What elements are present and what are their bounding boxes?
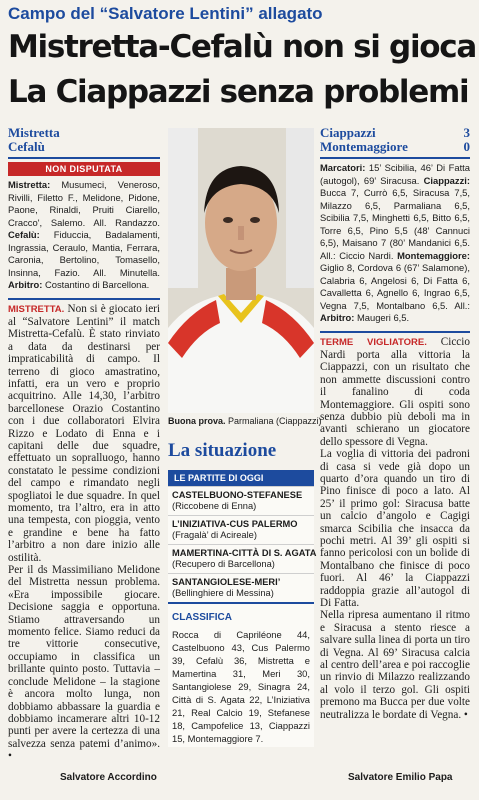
lineup-home: Musumeci, Veneroso, Rivilli, Filetto F., Melidone, Pidone, Paone, Rinaldi, Pruiti Ciarello, Cracco', Salemo. All. Randazzo.: [8, 179, 160, 228]
match-item: [168, 515, 314, 544]
match-referee: (Riccobene di Enna): [172, 501, 257, 511]
kicker: Campo del “Salvatore Lentini” allagato: [8, 4, 323, 23]
referee: Costantino di Barcellona.: [42, 279, 150, 290]
lead-word: TERME VIGLIATORE.: [320, 336, 427, 348]
standings-title: CLASSIFICA: [168, 602, 314, 626]
match-item: [168, 486, 314, 515]
match-item: [168, 573, 314, 602]
left-article: [8, 126, 160, 763]
lineup-home-label: Ciappazzi:: [423, 174, 470, 186]
lineup-home-label: Mistretta:: [8, 179, 51, 190]
headline-line-2: La Ciappazzi senza problemi: [8, 74, 469, 110]
score-row-away: [320, 140, 470, 154]
player-photo: [168, 128, 314, 413]
away-score: 0: [463, 139, 470, 154]
lineups: [8, 179, 160, 292]
photo-caption: [168, 416, 322, 426]
status-badge: NON DISPUTATA: [8, 162, 160, 176]
referee: Maugeri 6,5.: [354, 312, 410, 323]
article-paragraph: La voglia di vittoria dei padroni di casa si vede già dopo un quarto d’ora quando un tiro di Pino finisce di poco a lato. Al 25’ il primo gol: Siracusa batte un calcio d’angolo e Cagigi smarca Scibilia che insacca da pochi metri. Al 39’ gli ospiti si fanno pericolosi con un bolide di Montalbano che finisce di poco fuori. Al 46’ la Ciappazzi raddoppia grazie all’autogol di Di Fatta.: [320, 448, 470, 610]
right-article: [320, 126, 470, 721]
referee-label: Arbitro:: [8, 279, 43, 290]
divider: [8, 157, 160, 159]
situation-title: La situazione: [168, 440, 277, 461]
situation-box: [168, 470, 317, 747]
lineup-away-label: Montemaggiore:: [397, 249, 470, 261]
lineup-away: Giglio 8, Cordova 6 (67’ Salamone), Calabria 6, Angelosi 6, Di Fatta 6, Cavalletta 6, Agnello 6, Ingrao 6,5, Vegna 7,5, Montalbano 6,5. All.:: [320, 262, 470, 311]
match-referee: (Bellinghiere di Messina): [172, 588, 274, 598]
match-teams: MAMERTINA-CITTÀ DI S. AGATA: [168, 544, 314, 558]
caption-bold: Buona prova.: [168, 416, 226, 426]
match-referee: (Recupero di Barcellona): [172, 559, 275, 569]
headline-line-1: Mistretta-Cefalù non si gioca: [8, 29, 476, 65]
score-row-home: [320, 126, 470, 140]
lineup-away: Fiduccia, Badalamenti, Ingrassia, Ceraulo, Mantia, Ferrara, Caronia, Bertolino, Tomasello, Insinna, Fazio. All. Minutella.: [8, 229, 160, 278]
away-team: Montemaggiore: [320, 139, 408, 154]
home-score: 3: [463, 125, 470, 140]
match-referee: (Fragalà’ di Acireale): [172, 530, 257, 540]
caption-text: Parmaliana (Ciappazzi): [225, 416, 322, 426]
lineups: [320, 162, 470, 325]
divider: [320, 331, 470, 333]
scorers: 15’ Scibilia, 46’ Di Fatta (autogol), 69’ Siracusa.: [320, 162, 470, 186]
match-teams: SANTANGIOLESE-MERI’: [168, 573, 314, 587]
lead-word: MISTRETTA.: [8, 303, 65, 315]
lineup-away-label: Cefalù:: [8, 229, 40, 240]
standings: Rocca di Capriléone 44, Castelbuono 43, Cus Palermo 39, Cefalù 36, Mistretta e Mamertina 31, Meri 30, Santangiolese 29, Sinagra 24, Città di S. Agata 22, L’Iniziativa 21, Real Calcio 19, Stefanese 18, Campofelice 13, Ciappazzi 15, Montemaggiore 7.: [172, 629, 310, 744]
divider: [320, 157, 470, 159]
article-paragraph: Ciccio Nardi porta alla vittoria la Ciappazzi, con un risultato che non ammette discussioni contro il fanalino di coda Montemaggiore. Gli ospiti sono senza dubbio più deboli ma in avanti schierano un giocatore dello spessore di Vegna.: [320, 335, 470, 448]
referee-label: Arbitro:: [320, 312, 355, 323]
divider: [8, 298, 160, 300]
article-paragraph: Nella ripresa aumentano il ritmo e Siracusa a stento riesce a salvare sulla linea di porta un tiro di Vegna. Al 69’ Siracusa calcia al centro dell’area e poi raccoglie un rinvio di Milazzo realizzando al volo il terzo gol. Gli ospiti premono ma Bucca per due volte neutralizza le bordate di Vegna. •: [320, 609, 470, 721]
away-team: Cefalù: [8, 139, 45, 154]
match-teams: L’INIZIATIVA-CUS PALERMO: [168, 515, 314, 529]
home-team: Ciappazzi: [320, 125, 376, 140]
lineup-home: Bucca 7, Currò 6,5, Siracusa 7,5, Milazzo 6,5, Parmaliana 6,5, Scibilia 7,5, Minghetti 6,5, Bitto 6,5, Torre 6,5, Pino 5,5 (48’ Cannuci 6,5), Maisano 7 (80’ Mandanici 6,5. All.: Ciccio Nardi.: [320, 187, 470, 261]
scorers-label: Marcatori:: [320, 162, 366, 173]
byline: Salvatore Emilio Papa: [348, 772, 453, 783]
player-portrait-illustration: [168, 128, 314, 413]
article-body: [320, 336, 470, 722]
article-paragraph: Non si è giocato ieri al “Salvatore Lentini” il match Mistretta-Cefalù. È stato rinviato a data da destinarsi per impraticabilità di campo. Il terreno di gioco amastratino, infatti, era un vero e proprio acquitrino. Alle 14,30, l’arbitro barcellonese Orazio Costantino con i due collaboratori Elvira Rizzo e Lodato di Enna e i capitani delle due squadre, effettuato un sopralluogo, hanno constatato le pessime condizioni del campo e rimandato negli spogliatoi le due squadre. In quel momento, tra l’altro, era in atto una tempesta, con pioggia, vento e grandine e bene ha fatto l’arbitro a non dare inizio alle ostilità.: [8, 302, 160, 564]
home-team: Mistretta: [8, 125, 60, 140]
article-paragraph: Per il ds Massimiliano Melidone del Mistretta nessun problema. «Era impossibile giocare. Decisione saggia e opportuna. Stiamo attraversando un momento felice. Siamo reduci da tre vittorie consecutive, occupiamo in classifica un brillante quinto posto. Tuttavia – conclude Melidone – la stagione è ancora molto lunga, non dobbiamo abbassare la guardia e dobbiamo incamerare altri 10-12 punti per avere la certezza di una salvezza senza patemi d’animo». •: [8, 564, 160, 763]
byline: Salvatore Accordino: [60, 772, 157, 783]
match-item: [168, 544, 317, 573]
match-teams: CASTELBUONO-STEFANESE: [168, 486, 314, 500]
article-body: [8, 303, 160, 763]
matches-header: LE PARTITE DI OGGI: [168, 470, 314, 486]
